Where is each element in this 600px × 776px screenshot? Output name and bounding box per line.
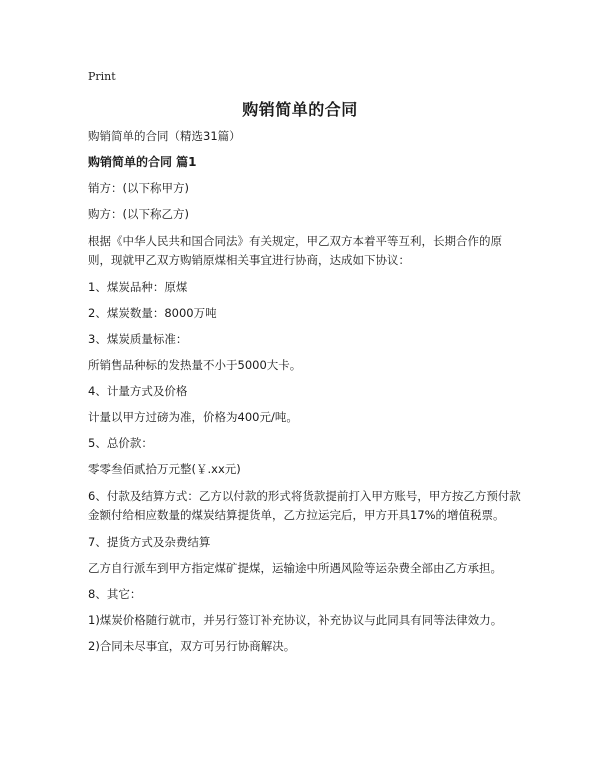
clause-8: 8、其它： bbox=[88, 587, 142, 601]
clause-7: 7、提货方式及杂费结算 bbox=[88, 535, 211, 549]
print-label: Print bbox=[88, 70, 116, 83]
clause-8-1: 1)煤炭价格随行就市，并另行签订补充协议，补充协议与此同具有同等法律效力。 bbox=[88, 613, 503, 627]
section-heading: 购销简单的合同 篇1 bbox=[88, 155, 197, 169]
clause-4-detail: 计量以甲方过磅为准，价格为400元/吨。 bbox=[88, 410, 298, 424]
clause-4: 4、计量方式及价格 bbox=[88, 384, 188, 398]
clause-8-2: 2)合同未尽事宜，双方可另行协商解决。 bbox=[88, 639, 296, 653]
clause-3-detail: 所销售品种标的发热量不小于5000大卡。 bbox=[88, 358, 302, 372]
subtitle: 购销简单的合同（精选31篇） bbox=[88, 129, 241, 143]
intro-paragraph: 根据《中华人民共和国合同法》有关规定，甲乙双方本着平等互利，长期合作的原则，现就甲乙双方购销原煤相关事宜进行协商，达成如下协议： bbox=[88, 234, 502, 267]
clause-3: 3、煤炭质量标准： bbox=[88, 332, 188, 346]
clause-2: 2、煤炭数量：8000万吨 bbox=[88, 306, 217, 320]
buyer-line: 购方：(以下称乙方) bbox=[88, 207, 189, 221]
clause-5: 5、总价款： bbox=[88, 436, 153, 450]
seller-line: 销方：(以下称甲方) bbox=[88, 181, 189, 195]
document-body bbox=[88, 128, 522, 664]
clause-1: 1、煤炭品种：原煤 bbox=[88, 280, 188, 294]
clause-7-detail: 乙方自行派车到甲方指定煤矿提煤，运输途中所遇风险等运杂费全部由乙方承担。 bbox=[88, 561, 502, 575]
clause-5-detail: 零零叁佰贰拾万元整(￥.xx元) bbox=[88, 462, 241, 476]
clause-6: 6、付款及结算方式：乙方以付款的形式将货款提前打入甲方账号，甲方按乙方预付款金额付给相应数量的煤炭结算提货单，乙方拉运完后，甲方开具17%的增值税票。 bbox=[88, 489, 521, 522]
document-title: 购销简单的合同 bbox=[242, 100, 358, 119]
